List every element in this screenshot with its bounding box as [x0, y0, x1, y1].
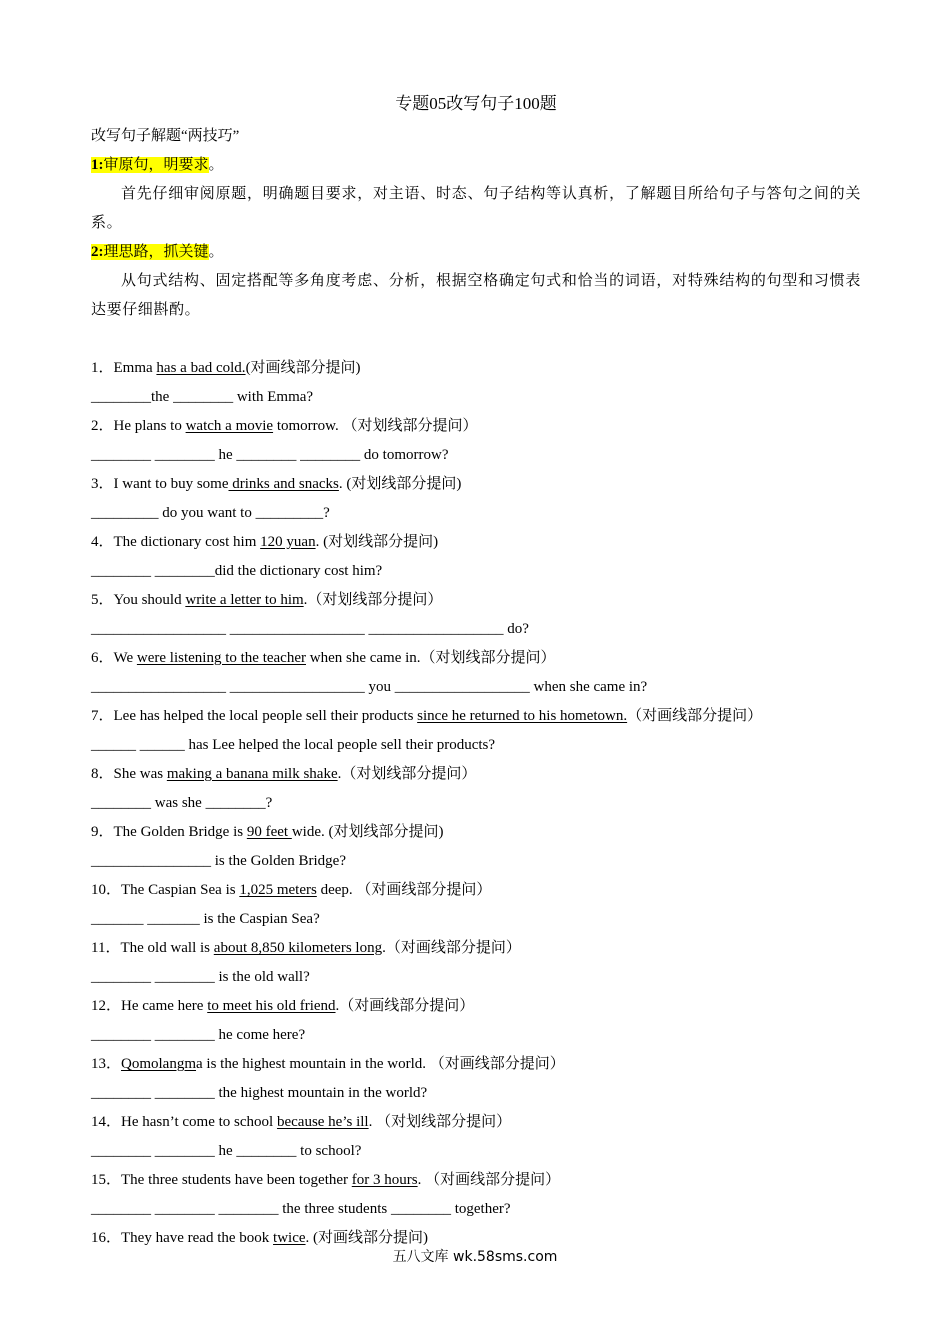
question-text: We: [113, 650, 137, 666]
question-9: [91, 818, 861, 847]
question-instruction: .（对画线部分提问）: [382, 940, 521, 956]
question-12: [91, 992, 861, 1021]
question-instruction: . (对划线部分提问): [315, 534, 439, 550]
tip-2-label: 理思路，抓关键: [103, 244, 209, 260]
question-1: [91, 354, 861, 383]
question-instruction: . (对划线部分提问): [338, 476, 462, 492]
answer-line-12: ________ ________ he come here?: [91, 1027, 306, 1043]
question-number: 6．: [91, 650, 114, 666]
question-8: [91, 760, 861, 789]
question-text: He plans to: [113, 418, 186, 434]
answer-line-4: ________ ________did the dictionary cost him?: [91, 563, 383, 579]
question-text: He hasn’t come to school: [121, 1114, 277, 1130]
intro-heading: 改写句子解题“两技巧”: [91, 128, 240, 144]
question-3: [91, 470, 861, 499]
question-15: [91, 1166, 861, 1195]
question-text: The Golden Bridge is: [113, 824, 247, 840]
underlined-part: drinks and snacks: [228, 476, 339, 492]
question-number: 11．: [91, 940, 121, 956]
question-instruction: .（对划线部分提问）: [303, 592, 443, 608]
question-number: 9．: [91, 824, 114, 840]
question-number: 4．: [91, 534, 114, 550]
answer-line-1: ________the ________ with Emma?: [91, 389, 314, 405]
question-list: [91, 354, 861, 1253]
answer-line-6: __________________ __________________ you __________________ when she came in?: [91, 679, 648, 695]
answer-line-8: ________ was she ________?: [91, 795, 273, 811]
answer-line-10: _______ _______ is the Caspian Sea?: [91, 911, 320, 927]
answer-line-15: ________ ________ ________ the three students ________ together?: [91, 1201, 511, 1217]
question-number: 10．: [91, 882, 122, 898]
question-number: 7．: [91, 708, 114, 724]
underlined-part: 120 yuan: [260, 534, 316, 550]
question-instruction: . （对划线部分提问）: [368, 1114, 512, 1130]
underlined-part: since he returned to his hometown.: [417, 708, 628, 724]
underlined-part: write a letter to him: [185, 592, 304, 608]
question-instruction: deep. （对画线部分提问）: [316, 882, 492, 898]
answer-line-13: ________ ________ the highest mountain in the world?: [91, 1085, 428, 1101]
tip-1-heading: [91, 151, 861, 180]
question-2: [91, 412, 861, 441]
question-instruction: . (对画线部分提问): [305, 1230, 429, 1246]
question-text: He came here: [121, 998, 208, 1014]
question-6: [91, 644, 861, 673]
question-7: [91, 702, 861, 731]
answer-line-7: ______ ______ has Lee helped the local people sell their products?: [91, 737, 496, 753]
question-number: 5．: [91, 592, 114, 608]
question-11: [91, 934, 861, 963]
question-number: 3．: [91, 476, 114, 492]
spacer: [91, 325, 861, 354]
question-instruction: （对画线部分提问）: [627, 708, 763, 724]
question-number: 12．: [91, 998, 122, 1014]
tip-2-text: 从句式结构、固定搭配等多角度考虑、分析，根据空格确定句式和恰当的词语，对特殊结构的句型和习惯表达要仔细斟酌。: [91, 273, 861, 318]
tip-2-end: 。: [208, 244, 224, 260]
question-instruction: . （对画线部分提问）: [417, 1172, 561, 1188]
question-instruction: a is the highest mountain in the world. （对画线部分提问）: [196, 1056, 565, 1072]
question-number: 8．: [91, 766, 114, 782]
question-text: They have read the book: [121, 1230, 274, 1246]
answer-line-3: _________ do you want to _________?: [91, 505, 330, 521]
answer-line-5: __________________ __________________ __________________ do?: [91, 621, 529, 637]
question-number: 1．: [91, 360, 114, 376]
footer-watermark: 五八文库 wk.58sms.com: [392, 1249, 558, 1265]
answer-line-9: ________________ is the Golden Bridge?: [91, 853, 346, 869]
underlined-part: making a banana milk shake: [166, 766, 338, 782]
question-text: I want to buy some: [113, 476, 229, 492]
question-instruction: wide. (对划线部分提问): [291, 824, 444, 840]
tip-1-end: 。: [208, 157, 224, 173]
underlined-part: 90 feet: [246, 824, 292, 840]
underlined-part: watch a movie: [185, 418, 274, 434]
question-5: [91, 586, 861, 615]
question-text: The old wall is: [120, 940, 214, 956]
underlined-part: Qomolangm: [121, 1056, 197, 1072]
question-number: 13．: [91, 1056, 122, 1072]
question-text: She was: [113, 766, 167, 782]
question-text: The Caspian Sea is: [121, 882, 240, 898]
question-text: You should: [113, 592, 186, 608]
tip-1-text: 首先仔细审阅原题，明确题目要求，对主语、时态、句子结构等认真析，了解题目所给句子与答句之间的关系。: [91, 186, 861, 231]
tip-2-heading: [91, 238, 861, 267]
question-number: 2．: [91, 418, 114, 434]
question-14: [91, 1108, 861, 1137]
question-instruction: tomorrow. （对划线部分提问）: [273, 418, 478, 434]
answer-line-11: ________ ________ is the old wall?: [91, 969, 310, 985]
question-number: 16．: [91, 1230, 122, 1246]
tip-1-number: 1:: [91, 157, 104, 173]
document-page: [91, 90, 861, 1253]
question-13: [91, 1050, 861, 1079]
underlined-part: has a bad cold.: [156, 360, 246, 376]
tip-2-number: 2:: [91, 244, 104, 260]
underlined-part: to meet his old friend: [207, 998, 336, 1014]
question-text: Emma: [113, 360, 157, 376]
underlined-part: twice: [273, 1230, 306, 1246]
question-text: Lee has helped the local people sell their products: [113, 708, 418, 724]
answer-line-14: ________ ________ he ________ to school?: [91, 1143, 362, 1159]
question-number: 14．: [91, 1114, 122, 1130]
underlined-part: because he’s ill: [276, 1114, 369, 1130]
question-4: [91, 528, 861, 557]
tip-1-label: 审原句，明要求: [103, 157, 209, 173]
underlined-part: about 8,850 kilometers long: [213, 940, 383, 956]
page-title: 专题05改写句子100题: [395, 94, 557, 113]
question-instruction: when she came in.（对划线部分提问）: [306, 650, 556, 666]
underlined-part: for 3 hours: [351, 1172, 418, 1188]
question-number: 15．: [91, 1172, 122, 1188]
question-instruction: .（对画线部分提问）: [335, 998, 475, 1014]
question-instruction: .（对划线部分提问）: [337, 766, 477, 782]
question-10: [91, 876, 861, 905]
underlined-part: were listening to the teacher: [136, 650, 306, 666]
question-text: The three students have been together: [121, 1172, 352, 1188]
question-instruction: (对画线部分提问): [245, 360, 361, 376]
underlined-part: 1,025 meters: [239, 882, 317, 898]
question-text: The dictionary cost him: [113, 534, 261, 550]
answer-line-2: ________ ________ he ________ ________ do tomorrow?: [91, 447, 449, 463]
